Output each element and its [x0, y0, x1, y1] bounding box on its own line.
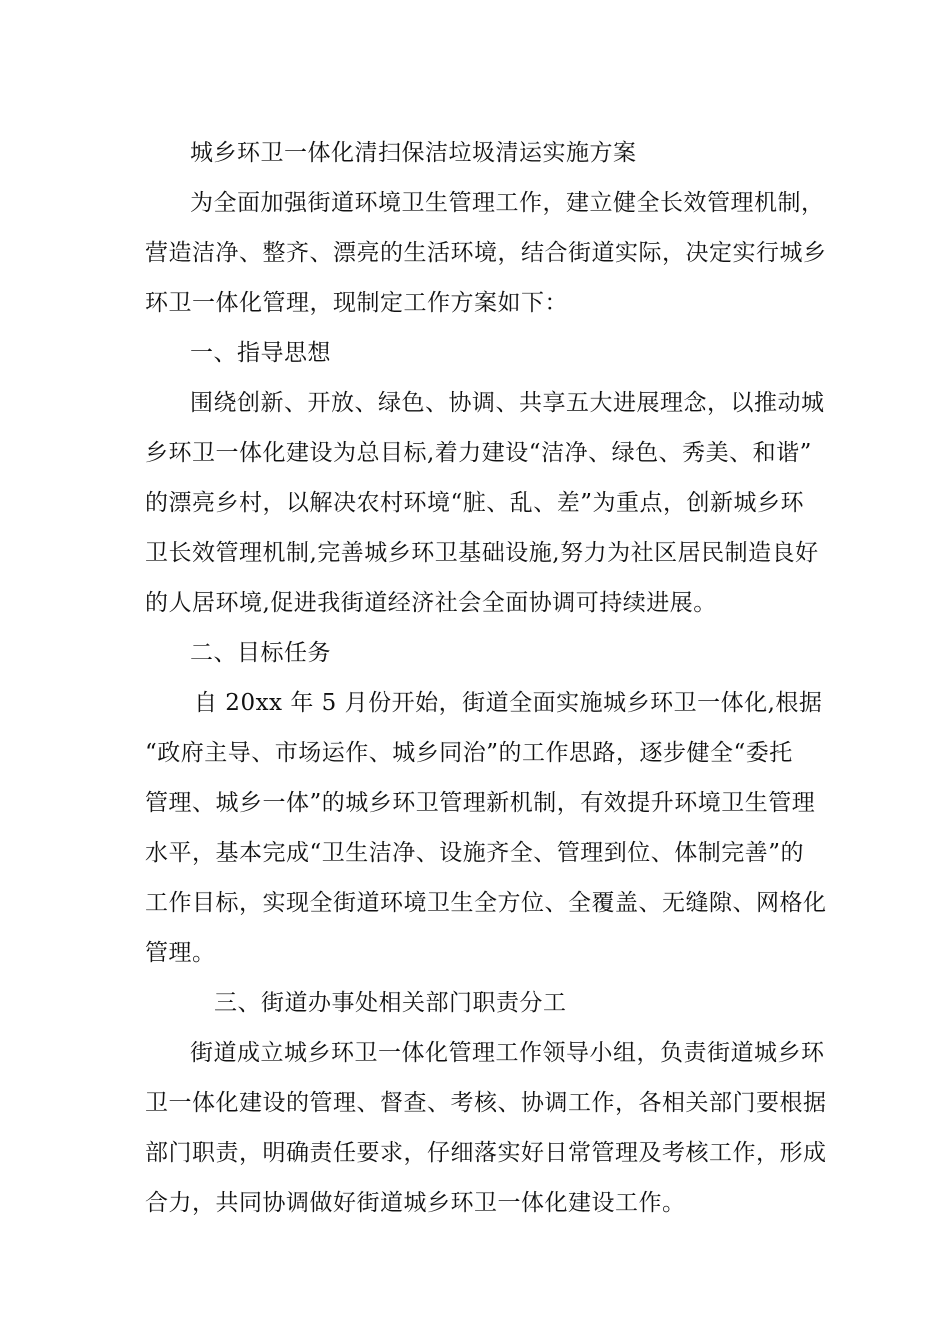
paragraph-line: 街道成立城乡环卫一体化管理工作领导小组，负责街道城乡环	[190, 1040, 825, 1066]
section-heading: 二、目标任务	[190, 640, 331, 666]
paragraph-line: 围绕创新、开放、绿色、协调、共享五大进展理念，以推动城	[190, 390, 825, 416]
document-title: 城乡环卫一体化清扫保洁垃圾清运实施方案	[190, 140, 637, 166]
paragraph-line: 合力，共同协调做好街道城乡环卫一体化建设工作。	[145, 1190, 686, 1216]
paragraph-line: “政府主导、市场运作、城乡同治”的工作思路，逐步健全“委托	[145, 740, 793, 766]
paragraph-line: 水平，基本完成“卫生洁净、设施齐全、管理到位、体制完善”的	[145, 840, 805, 866]
intro-line: 营造洁净、整齐、漂亮的生活环境，结合街道实际，决定实行城乡	[145, 240, 827, 266]
intro-line: 为全面加强街道环境卫生管理工作，建立健全长效管理机制，	[190, 190, 825, 216]
paragraph-line: 工作目标，实现全街道环境卫生全方位、全覆盖、无缝隙、网格化	[145, 890, 827, 916]
paragraph-line: 卫一体化建设的管理、督查、考核、协调工作，各相关部门要根据	[145, 1090, 827, 1116]
intro-line: 环卫一体化管理，现制定工作方案如下：	[145, 290, 568, 316]
paragraph-line: 的漂亮乡村，以解决农村环境“脏、乱、差”为重点，创新城乡环	[145, 490, 805, 516]
paragraph-line: 的人居环境,促进我街道经济社会全面协调可持续进展。	[145, 590, 717, 616]
paragraph-line: 管理。	[145, 940, 216, 966]
paragraph-line: 管理、城乡一体”的城乡环卫管理新机制，有效提升环境卫生管理	[145, 790, 816, 816]
paragraph-line: 部门职责，明确责任要求，仔细落实好日常管理及考核工作，形成	[145, 1140, 827, 1166]
section-heading: 三、街道办事处相关部门职责分工	[214, 990, 567, 1016]
paragraph-line: 乡环卫一体化建设为总目标,着力建设“洁净、绿色、秀美、和谐”	[145, 440, 812, 466]
section-heading: 一、指导思想	[190, 340, 331, 366]
paragraph-line: 自 20xx 年 5 月份开始，街道全面实施城乡环卫一体化,根据	[194, 690, 823, 716]
paragraph-line: 卫长效管理机制,完善城乡环卫基础设施,努力为社区居民制造良好	[145, 540, 819, 566]
